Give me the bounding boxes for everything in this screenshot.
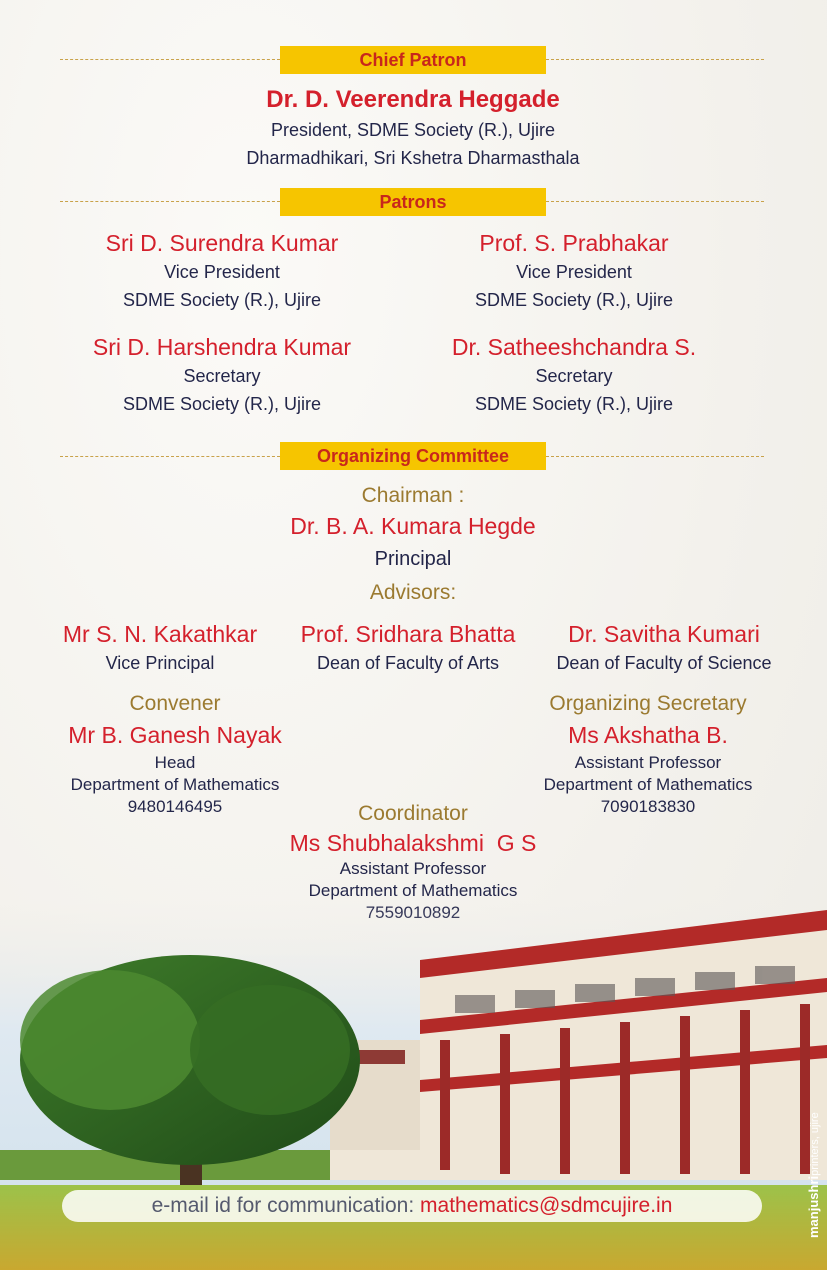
coordinator-label: Coordinator	[358, 802, 468, 825]
convener-phone: 9480146495	[127, 797, 223, 816]
chief-patron-line2: Dharmadhikari, Sri Kshetra Dharmasthala	[246, 148, 580, 168]
chief-patron-name: Dr. D. Veerendra Heggade	[266, 86, 560, 113]
patron-name: Sri D. Harshendra Kumar	[92, 334, 352, 360]
chairman-name: Dr. B. A. Kumara Hegde	[290, 513, 536, 539]
advisor-name: Dr. Savitha Kumari	[568, 621, 760, 647]
advisor-role: Vice Principal	[105, 653, 215, 673]
secretary-label: Organizing Secretary	[549, 692, 747, 715]
patron-role: Secretary	[535, 366, 613, 386]
convener-block	[40, 690, 310, 818]
printer-text: printers, ujire	[809, 1112, 821, 1176]
advisor-name: Mr S. N. Kakathkar	[62, 621, 258, 647]
coordinator-dept: Department of Mathematics	[308, 881, 518, 900]
advisor-card	[524, 619, 804, 677]
chief-patron-line1: President, SDME Society (R.), Ujire	[270, 120, 556, 140]
coordinator-role: Assistant Professor	[339, 859, 487, 878]
chairman-label: Chairman :	[361, 484, 465, 507]
convener-label: Convener	[129, 692, 221, 715]
convener-name: Mr B. Ganesh Nayak	[68, 722, 282, 748]
patron-org: SDME Society (R.), Ujire	[122, 394, 322, 414]
coordinator-name: Ms Shubhalakshmi G S	[289, 830, 537, 856]
divider-right	[546, 456, 764, 457]
advisor-role: Dean of Faculty of Science	[556, 653, 772, 673]
secretary-name: Ms Akshatha B.	[568, 722, 728, 748]
email-label: e-mail id for communication:	[151, 1194, 421, 1217]
convener-role: Head	[154, 753, 196, 772]
printer-credit	[806, 1112, 821, 1238]
patron-name: Sri D. Surendra Kumar	[105, 230, 339, 256]
patron-name: Prof. S. Prabhakar	[479, 230, 669, 256]
divider-left	[60, 456, 280, 457]
secretary-dept: Department of Mathematics	[543, 775, 753, 794]
secretary-role: Assistant Professor	[574, 753, 722, 772]
email-bar	[62, 1190, 762, 1222]
patron-card	[72, 332, 372, 418]
printer-brand: manjushri	[806, 1175, 821, 1238]
advisor-name: Prof. Sridhara Bhatta	[300, 621, 516, 647]
patron-org: SDME Society (R.), Ujire	[122, 290, 322, 310]
divider-left	[60, 59, 280, 60]
divider-right	[546, 201, 764, 202]
patron-org: SDME Society (R.), Ujire	[474, 394, 674, 414]
chairman-block	[213, 482, 613, 610]
patron-role: Vice President	[516, 262, 632, 282]
chief-patron-block	[163, 84, 663, 172]
secretary-phone: 7090183830	[600, 797, 696, 816]
advisor-card	[278, 619, 538, 677]
advisor-card	[30, 619, 290, 677]
patron-org: SDME Society (R.), Ujire	[474, 290, 674, 310]
convener-dept: Department of Mathematics	[70, 775, 280, 794]
patrons-banner: Patrons	[280, 188, 546, 216]
patron-card	[424, 332, 724, 418]
email-link[interactable]: mathematics@sdmcujire.in	[420, 1194, 673, 1217]
patron-card	[72, 228, 372, 314]
patron-card	[424, 228, 724, 314]
chief-patron-banner: Chief Patron	[280, 46, 546, 74]
patron-role: Secretary	[183, 366, 261, 386]
advisors-label: Advisors:	[369, 581, 457, 604]
patron-name: Dr. Satheeshchandra S.	[451, 334, 697, 360]
secretary-block	[508, 690, 788, 818]
divider-right	[546, 59, 764, 60]
patron-role: Vice President	[164, 262, 280, 282]
committee-banner: Organizing Committee	[280, 442, 546, 470]
chairman-role: Principal	[374, 548, 452, 570]
divider-left	[60, 201, 280, 202]
advisor-role: Dean of Faculty of Arts	[316, 653, 500, 673]
